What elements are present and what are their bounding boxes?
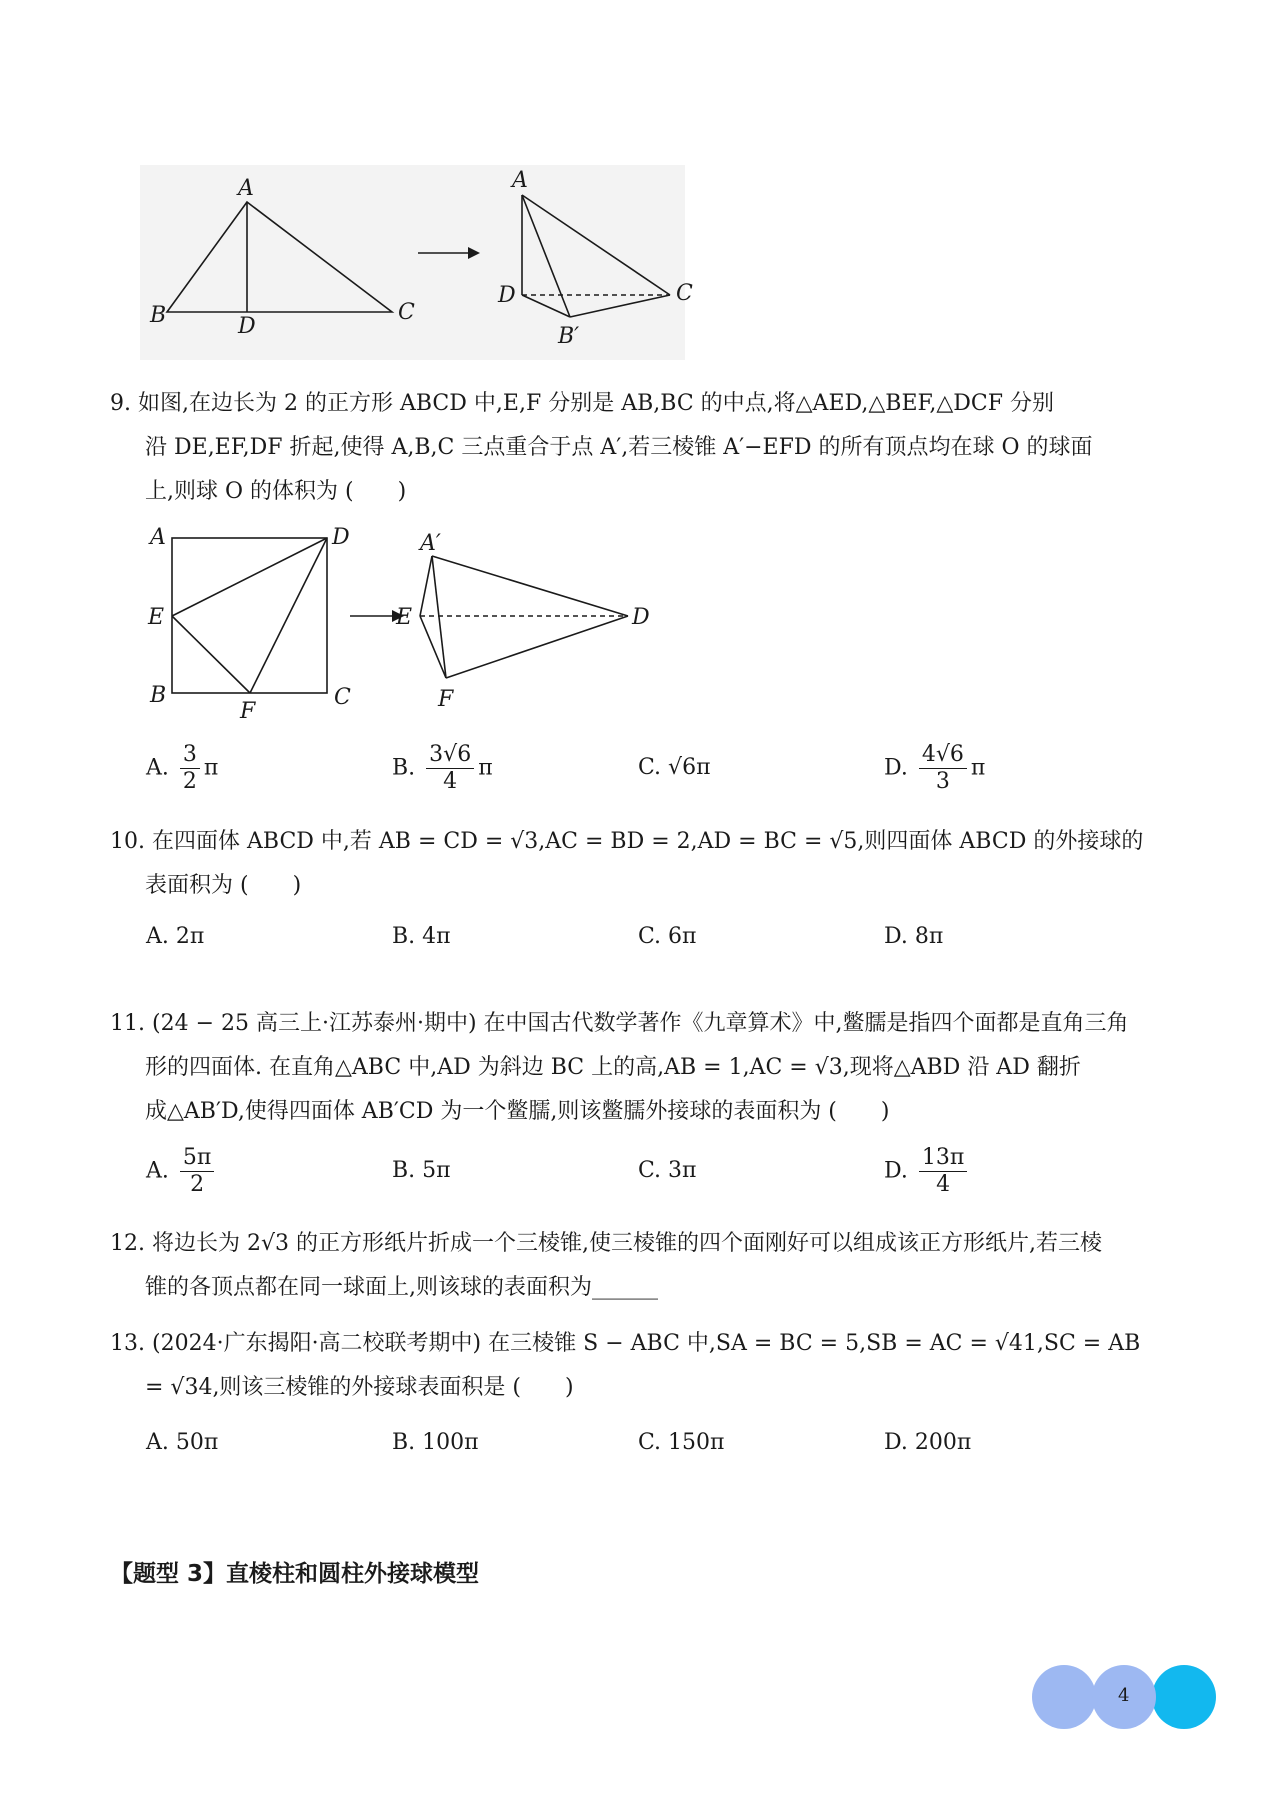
q9-text-1: 如图,在边长为 2 的正方形 ABCD 中,E,F 分别是 AB,BC 的中点,将△AED,△BEF,△DCF 分别 [138,391,1054,416]
q9-line3: 上,则球 O 的体积为 ( ) [145,479,407,504]
q11-option-a[interactable]: A. $\frac{5\pi}{2}$ [146,1145,218,1198]
q9-option-b-fraction: $\frac{3√6}{4}$ [426,742,474,795]
label-d-right: D [498,283,516,308]
q8-figure [140,165,700,375]
q9-option-d[interactable]: D. $\frac{4√6}{3}$ π [884,742,986,794]
q11-line3: 成△AB′D,使得四面体 AB′CD 为一个鳖臑,则该鳖臑外接球的表面积为 ( ) [145,1099,890,1124]
tet-label-d: D [632,605,650,630]
q9-option-a-fraction: $\frac{3}{2}$ [180,742,200,795]
q11-option-b[interactable]: B. 5π [392,1158,451,1183]
page-circle-left [1032,1665,1096,1729]
q10-number: 10. [110,829,145,854]
q10-text-1: 在四面体 ABCD 中,若 AB = CD = √3,AC = BD = 2,AD = BC = √5,则四面体 ABCD 的外接球的 [152,829,1144,854]
q13-line1 [110,1322,1140,1366]
tet-label-aprime: A′ [420,531,441,556]
q11-option-d[interactable]: D. $\frac{13\pi}{4}$ [884,1145,971,1198]
label-a-right: A [512,168,528,193]
label-c: C [398,300,415,325]
q10-option-b[interactable]: B. 4π [392,924,451,949]
label-b: B [150,303,167,328]
q11-number: 11. [110,1011,145,1036]
q10-option-d[interactable]: D. 8π [884,924,944,949]
q10-line1 [110,820,1143,864]
page-number: 4 [1118,1685,1130,1706]
sq-label-c: C [334,685,351,710]
q12-number: 12. [110,1231,145,1256]
q11-option-d-fraction: $\frac{13\pi}{4}$ [919,1145,967,1198]
q9-line2: 沿 DE,EF,DF 折起,使得 A,B,C 三点重合于点 A′,若三棱锥 A′−EFD 的所有顶点均在球 O 的球面 [145,435,1093,460]
q10-option-c[interactable]: C. 6π [638,924,697,949]
q12-line1 [110,1222,1102,1266]
q13-option-d[interactable]: D. 200π [884,1430,972,1455]
tet-label-f: F [438,687,454,712]
q12-line2: 锥的各顶点都在同一球面上,则该球的表面积为______ [145,1275,658,1300]
q9-option-a[interactable]: A. $\frac{3}{2}$ π [146,742,219,794]
q9-option-d-fraction: $\frac{4√6}{3}$ [919,742,967,795]
q9-option-b[interactable]: B. $\frac{3√6}{4}$ π [392,742,493,794]
q13-number: 13. [110,1331,145,1356]
q13-text-1: (2024·广东揭阳·高二校联考期中) 在三棱锥 S − ABC 中,SA = BC = 5,SB = AC = √41,SC = AB [152,1331,1141,1356]
q11-option-c[interactable]: C. 3π [638,1158,697,1183]
q13-option-b[interactable]: B. 100π [392,1430,479,1455]
q11-line2: 形的四面体. 在直角△ABC 中,AD 为斜边 BC 上的高,AB = 1,AC = √3,现将△ABD 沿 AD 翻折 [145,1055,1081,1080]
q9-figure [140,520,680,730]
tet-label-e: E [396,605,413,630]
q10-line2: 表面积为 ( ) [145,873,302,898]
q9-option-c[interactable]: C. √6π [638,755,711,780]
q12-text-1: 将边长为 2√3 的正方形纸片折成一个三棱锥,使三棱锥的四个面刚好可以组成该正方形纸片,若三棱 [152,1231,1102,1256]
sq-label-a: A [150,525,166,550]
square-abcd [172,538,327,693]
q13-option-c[interactable]: C. 150π [638,1430,725,1455]
q9-line1 [110,382,1054,426]
q13-option-a[interactable]: A. 50π [146,1430,219,1455]
q11-line1 [110,1002,1129,1046]
label-c-right: C [676,281,693,306]
label-bprime-right: B′ [558,324,580,349]
sq-label-e: E [148,605,165,630]
label-d: D [238,314,256,339]
sq-label-b: B [150,683,167,708]
sq-label-f: F [240,699,256,724]
q11-text-1: (24 − 25 高三上·江苏泰州·期中) 在中国古代数学著作《九章算术》中,鳖臑是指四个面都是直角三角 [152,1011,1129,1036]
q10-option-a[interactable]: A. 2π [146,924,205,949]
q11-option-a-fraction: $\frac{5\pi}{2}$ [180,1145,214,1198]
sq-label-d: D [332,525,350,550]
page-circle-right [1152,1665,1216,1729]
q9-number: 9. [110,391,131,416]
label-a: A [238,176,254,201]
section-heading: 【题型 3】直棱柱和圆柱外接球模型 [110,1561,480,1587]
q13-line2: = √34,则该三棱锥的外接球表面积是 ( ) [145,1375,574,1400]
